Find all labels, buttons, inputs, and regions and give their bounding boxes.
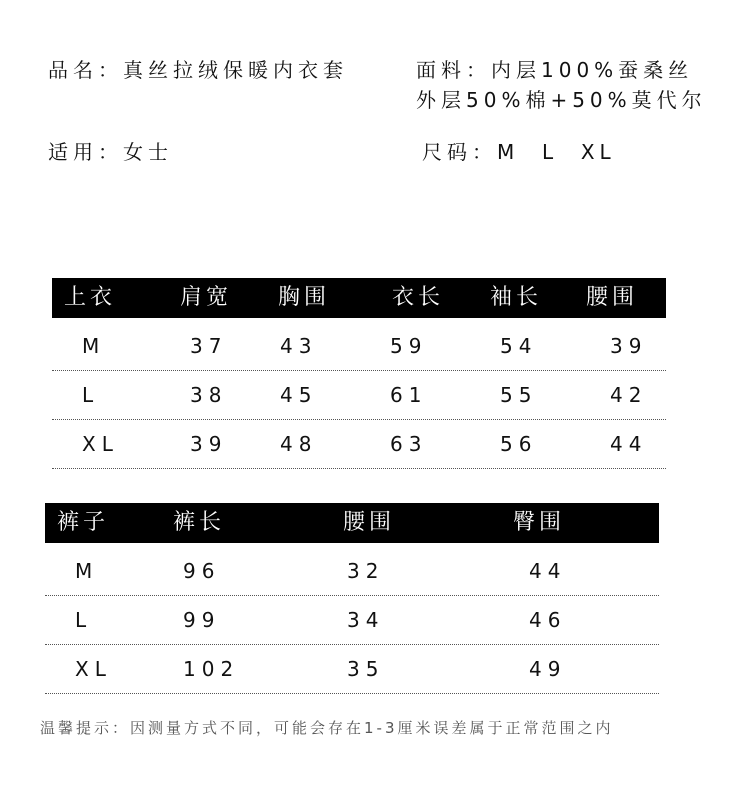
table-row	[45, 645, 659, 694]
value-cell: 59	[390, 334, 428, 358]
value-cell: 55	[500, 383, 538, 407]
value-cell: 48	[280, 432, 318, 456]
top-header-chest: 胸围	[278, 285, 331, 310]
usage-label: 适用：	[48, 140, 123, 164]
pants-header-length: 裤长	[173, 510, 226, 535]
value-cell: 39	[610, 334, 648, 358]
top-size-table	[52, 278, 666, 470]
size-cell: L	[82, 383, 100, 407]
top-table-header	[52, 278, 666, 318]
top-header-length: 衣长	[392, 285, 445, 310]
table-row	[52, 322, 666, 371]
size-line	[422, 138, 616, 166]
top-header-garment: 上衣	[64, 285, 117, 310]
value-cell: 45	[280, 383, 318, 407]
size-label: 尺码：	[422, 140, 497, 164]
size-value: M L XL	[497, 140, 616, 164]
pants-header-garment: 裤子	[57, 510, 110, 535]
value-cell: 46	[529, 608, 567, 632]
top-header-shoulder: 肩宽	[180, 285, 233, 310]
fabric-line	[416, 56, 693, 84]
fabric-inner-value: 内层100%蚕桑丝	[491, 58, 694, 82]
table-row	[52, 371, 666, 420]
product-name-value: 真丝拉绒保暖内衣套	[123, 58, 348, 82]
value-cell: 35	[347, 657, 385, 681]
top-header-sleeve: 袖长	[490, 285, 543, 310]
size-cell: XL	[75, 657, 112, 681]
value-cell: 96	[183, 559, 221, 583]
fabric-label: 面料：	[416, 58, 491, 82]
usage-value: 女士	[123, 140, 173, 164]
value-cell: 54	[500, 334, 538, 358]
value-cell: 99	[183, 608, 221, 632]
size-cell: L	[75, 608, 93, 632]
pants-header-hip: 臀围	[513, 510, 566, 535]
measurement-note: 温馨提示：因测量方式不同，可能会存在1-3厘米误差属于正常范围之内	[40, 719, 614, 737]
value-cell: 32	[347, 559, 385, 583]
value-cell: 49	[529, 657, 567, 681]
value-cell: 37	[190, 334, 228, 358]
value-cell: 63	[390, 432, 428, 456]
product-name-label: 品名：	[48, 58, 123, 82]
pants-header-waist: 腰围	[343, 510, 396, 535]
value-cell: 42	[610, 383, 648, 407]
size-cell: M	[82, 334, 106, 358]
usage-line	[48, 138, 173, 166]
product-name-line	[48, 56, 348, 84]
value-cell: 39	[190, 432, 228, 456]
top-header-waist: 腰围	[586, 285, 639, 310]
fabric-outer-line	[416, 86, 707, 114]
size-cell: M	[75, 559, 99, 583]
table-row	[45, 596, 659, 645]
table-row	[52, 420, 666, 469]
pants-size-table	[45, 503, 659, 695]
value-cell: 44	[610, 432, 648, 456]
value-cell: 38	[190, 383, 228, 407]
pants-table-header	[45, 503, 659, 543]
value-cell: 34	[347, 608, 385, 632]
fabric-outer-value: 外层50%棉+50%莫代尔	[416, 88, 707, 112]
value-cell: 56	[500, 432, 538, 456]
value-cell: 61	[390, 383, 428, 407]
value-cell: 102	[183, 657, 240, 681]
table-row	[45, 547, 659, 596]
size-cell: XL	[82, 432, 119, 456]
value-cell: 43	[280, 334, 318, 358]
value-cell: 44	[529, 559, 567, 583]
